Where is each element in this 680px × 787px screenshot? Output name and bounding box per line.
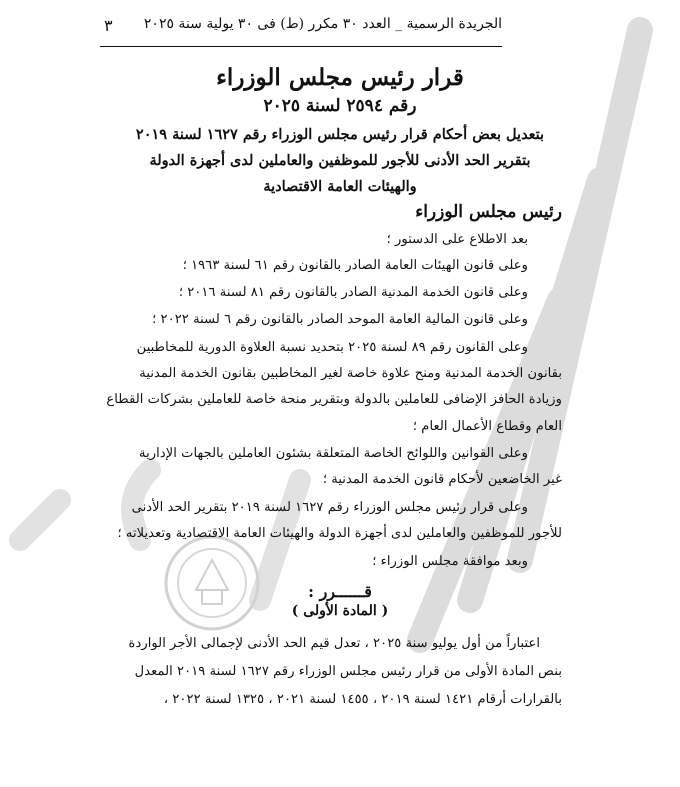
preamble-line: وعلى قانون المالية العامة الموحد الصادر بالقانون رقم ٦ لسنة ٢٠٢٢ ؛ [152, 312, 528, 327]
preamble-line: للأجور للموظفين والعاملين لدى أجهزة الدولة والهيئات العامة الاقتصادية وتعديلاته ؛ [117, 526, 562, 541]
issuing-authority: رئيس مجلس الوزراء [415, 202, 562, 222]
article-line: بالقرارات أرقام ١٤٢١ لسنة ٢٠١٩ ، ١٤٥٥ لسنة ٢٠٢١ ، ١٣٢٥ لسنة ٢٠٢٢ ، [163, 692, 562, 707]
running-header: الجريدة الرسمية _ العدد ٣٠ مكرر (ط) فى ٣٠ يولية سنة ٢٠٢٥ [143, 16, 502, 32]
article-line: اعتباراً من أول يوليو سنة ٢٠٢٥ ، تعدل قيم الحد الأدنى لإجمالى الأجر الواردة [128, 636, 540, 651]
header-rule [100, 46, 502, 47]
preamble-line: وبعد موافقة مجلس الوزراء ؛ [372, 554, 528, 569]
subject-line: بتقرير الحد الأدنى للأجور للموظفين والعاملين لدى أجهزة الدولة [149, 152, 531, 169]
preamble-line: وعلى قرار رئيس مجلس الوزراء رقم ١٦٢٧ لسنة ٢٠١٩ بتقرير الحد الأدنى [131, 500, 528, 515]
decree-number: رقم ٢٥٩٤ لسنة ٢٠٢٥ [263, 96, 417, 116]
preamble-line: وعلى قانون الهيئات العامة الصادر بالقانون رقم ٦١ لسنة ١٩٦٣ ؛ [182, 258, 528, 273]
preamble-line: وعلى قانون الخدمة المدنية الصادر بالقانون رقم ٨١ لسنة ٢٠١٦ ؛ [178, 285, 528, 300]
decree-title: قرار رئيس مجلس الوزراء [216, 64, 464, 91]
preamble-line: العام وقطاع الأعمال العام ؛ [412, 419, 562, 434]
article-heading: ( المادة الأولى ) [291, 603, 389, 619]
preamble-line: وعلى القوانين واللوائح الخاصة المتعلقة بشئون العاملين بالجهات الإدارية [139, 446, 528, 461]
page-number: ٣ [104, 16, 113, 35]
preamble-line: غير الخاضعين لأحكام قانون الخدمة المدنية ؛ [322, 472, 562, 487]
article-line: بنص المادة الأولى من قرار رئيس مجلس الوزراء رقم ١٦٢٧ لسنة ٢٠١٩ المعدل [134, 664, 562, 679]
preamble-line: وزيادة الحافز الإضافى للعاملين بالدولة وبتقرير منحة خاصة للعاملين بشركات القطاع [106, 392, 562, 407]
decree-heading: قــــــرر : [308, 582, 372, 601]
subject-line: والهيئات العامة الاقتصادية [263, 178, 417, 195]
preamble-line: بقانون الخدمة المدنية ومنح علاوة خاصة لغير المخاطبين بقانون الخدمة المدنية [139, 366, 562, 381]
preamble-line: وعلى القانون رقم ٨٩ لسنة ٢٠٢٥ بتحديد نسبة العلاوة الدورية للمخاطبين [136, 340, 528, 355]
preamble-line: بعد الاطلاع على الدستور ؛ [386, 232, 528, 247]
subject-line: بتعديل بعض أحكام قرار رئيس مجلس الوزراء رقم ١٦٢٧ لسنة ٢٠١٩ [135, 126, 545, 143]
